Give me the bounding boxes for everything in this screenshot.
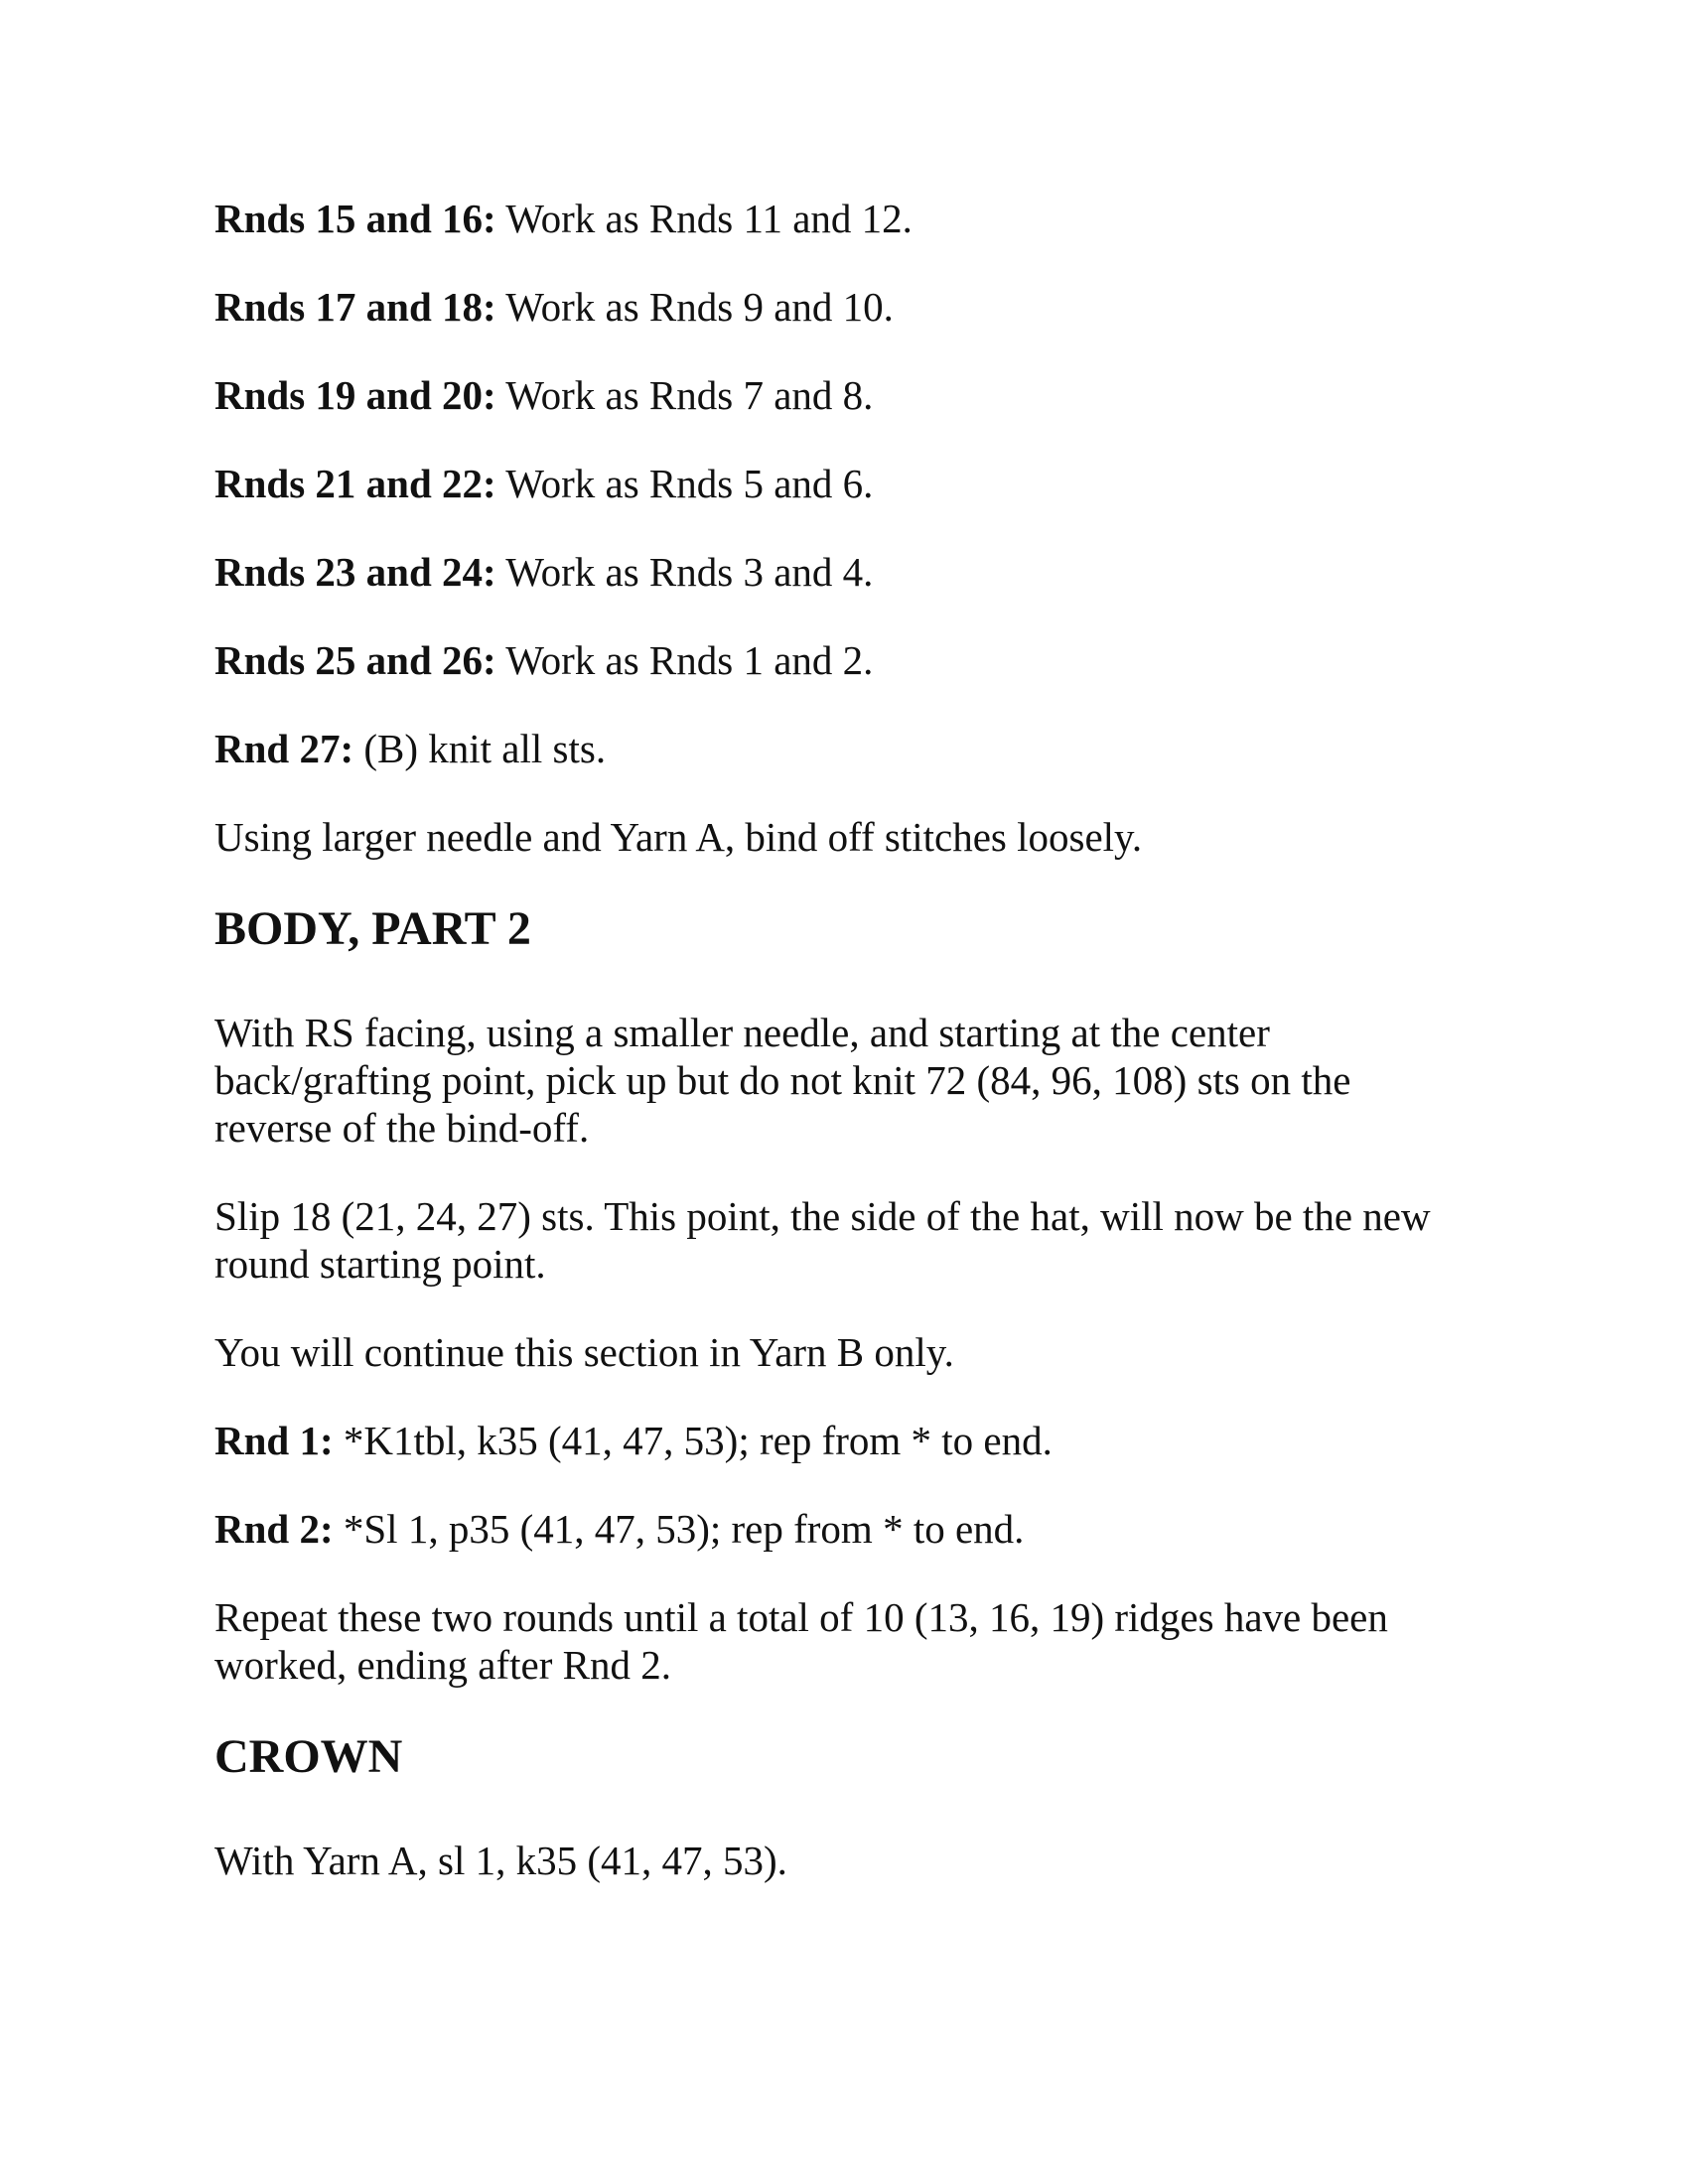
section-heading-crown: CROWN xyxy=(214,1730,403,1783)
round-instruction xyxy=(214,371,1505,419)
round-label: Rnds 15 and 16: xyxy=(214,196,496,241)
round-instruction xyxy=(214,725,1505,772)
round-label: Rnd 27: xyxy=(214,726,354,771)
round-instruction xyxy=(214,636,1505,684)
round-instruction xyxy=(214,460,1505,507)
round-text: *Sl 1, p35 (41, 47, 53); rep from * to end. xyxy=(333,1506,1025,1552)
round-text: (B) knit all sts. xyxy=(353,726,607,771)
pickup-instruction: With RS facing, using a smaller needle, and starting at the center back/grafting point, pick up but do not knit 72 (84, 96, 108) sts on the reverse of the bind-off. xyxy=(214,1010,1351,1151)
round-text: Work as Rnds 9 and 10. xyxy=(495,284,894,330)
round-label: Rnds 25 and 26: xyxy=(214,637,496,683)
round-text: Work as Rnds 7 and 8. xyxy=(495,372,874,418)
round-label: Rnds 21 and 22: xyxy=(214,461,496,506)
round-text: Work as Rnds 3 and 4. xyxy=(495,549,874,595)
round-label: Rnd 2: xyxy=(214,1506,334,1552)
round-text: *K1tbl, k35 (41, 47, 53); rep from * to end. xyxy=(333,1418,1053,1463)
section-heading-body-part-2: BODY, PART 2 xyxy=(214,902,531,955)
round-label: Rnds 23 and 24: xyxy=(214,549,496,595)
crown-instruction: With Yarn A, sl 1, k35 (41, 47, 53). xyxy=(214,1838,787,1883)
round-instruction xyxy=(214,283,1505,331)
round-instruction xyxy=(214,548,1505,596)
round-label: Rnds 17 and 18: xyxy=(214,284,496,330)
round-instruction xyxy=(214,195,1505,242)
document-page xyxy=(214,195,1505,1925)
round-instruction xyxy=(214,1505,1505,1553)
yarn-instruction: You will continue this section in Yarn B only. xyxy=(214,1329,954,1375)
round-text: Work as Rnds 5 and 6. xyxy=(495,461,874,506)
repeat-instruction: Repeat these two rounds until a total of 10 (13, 16, 19) ridges have been worked, ending after Rnd 2. xyxy=(214,1594,1388,1688)
bind-off-instruction: Using larger needle and Yarn A, bind off stitches loosely. xyxy=(214,814,1143,860)
round-instruction xyxy=(214,1417,1505,1464)
round-label: Rnd 1: xyxy=(214,1418,334,1463)
slip-instruction: Slip 18 (21, 24, 27) sts. This point, the side of the hat, will now be the new round starting point. xyxy=(214,1193,1431,1287)
round-text: Work as Rnds 1 and 2. xyxy=(495,637,874,683)
round-text: Work as Rnds 11 and 12. xyxy=(495,196,913,241)
round-label: Rnds 19 and 20: xyxy=(214,372,496,418)
